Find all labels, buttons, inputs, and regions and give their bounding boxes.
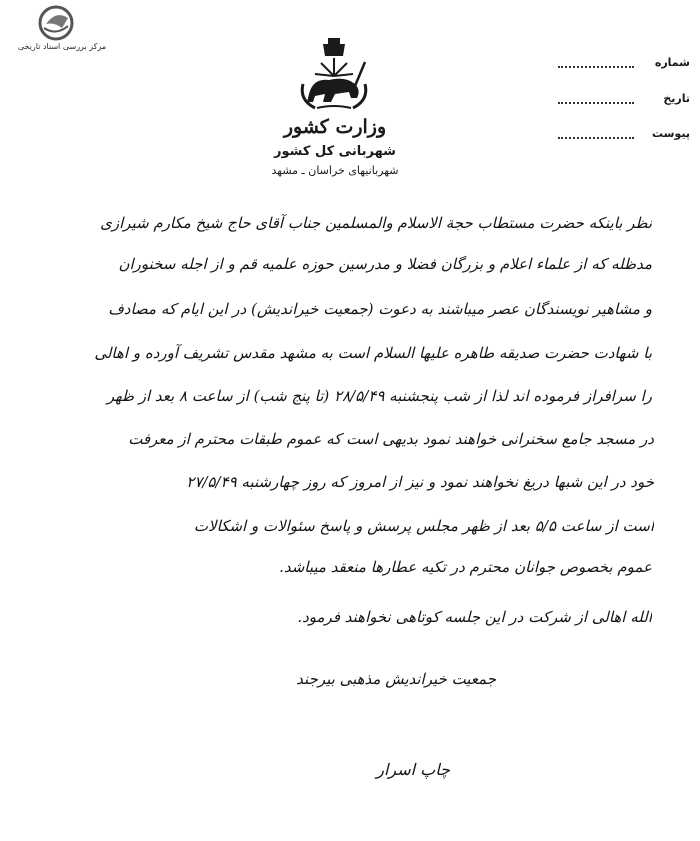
- number-dotted-line: [558, 66, 634, 68]
- body-line-10: الله اهالی از شرکت در این جلسه کوتاهی نخواهند فرمود.: [297, 608, 652, 626]
- body-line-1: نظر باینکه حضرت مستطاب حجة الاسلام والمسلمین جناب آقای حاج شیخ مکارم شیرازی: [100, 214, 652, 232]
- body-line-8: است از ساعت ۵/۵ بعد از ظهر مجلس پرسش و پاسخ سئوالات و اشکالات: [193, 517, 654, 535]
- body-line-6: در مسجد جامع سخنرانی خواهند نمود بدیهی است که عموم طبقات محترم از معرفت: [128, 430, 654, 448]
- body-line-4: با شهادت حضرت صدیقه طاهره علیها السلام است به مشهد مقدس تشریف آورده و اهالی: [94, 344, 652, 362]
- attachment-dotted-line: [558, 137, 634, 139]
- date-dotted-line: [558, 102, 634, 104]
- watermark-text: مرکز بررسی اسناد تاریخی: [17, 42, 107, 51]
- date-field: [558, 92, 690, 108]
- ministry-title: وزارت کشور: [283, 116, 387, 138]
- attachment-field: [558, 127, 690, 143]
- subdepartment-title: شهربانیهای خراسان ـ مشهد: [271, 164, 399, 177]
- body-line-7: خود در این شبها دریغ نخواهند نمود و نیز از امروز که روز چهارشنبه ۲۷/۵/۴۹: [186, 473, 654, 491]
- print-note: چاپ اسرار: [376, 760, 450, 779]
- archive-logo-icon: [32, 4, 80, 42]
- body-line-5: را سرافراز فرموده اند لذا از شب پنجشنبه ۲۸/۵/۴۹ (تا پنج شب) از ساعت ۸ بعد از ظهر: [106, 387, 652, 405]
- number-field: [558, 56, 690, 72]
- signature-organization: جمعیت خیراندیش مذهبی بیرجند: [296, 670, 496, 688]
- department-title: شهربانی کل کشور: [274, 144, 396, 159]
- archive-watermark: [6, 4, 118, 56]
- date-label: تاریخ: [663, 92, 690, 105]
- lion-and-sun-emblem-icon: [295, 36, 373, 110]
- body-line-2: مدظله که از علماء اعلام و بزرگان فضلا و مدرسین حوزه علمیه قم و از اجله سخنوران: [118, 255, 652, 273]
- attachment-label: پیوست: [652, 127, 690, 140]
- body-line-3: و مشاهیر نویسندگان عصر میباشند به دعوت (جمعیت خیراندیش) در این ایام که مصادف: [108, 300, 652, 318]
- body-line-9: عموم بخصوص جوانان محترم در تکیه عطارها منعقد میباشد.: [279, 558, 652, 576]
- number-label: شماره: [654, 56, 690, 69]
